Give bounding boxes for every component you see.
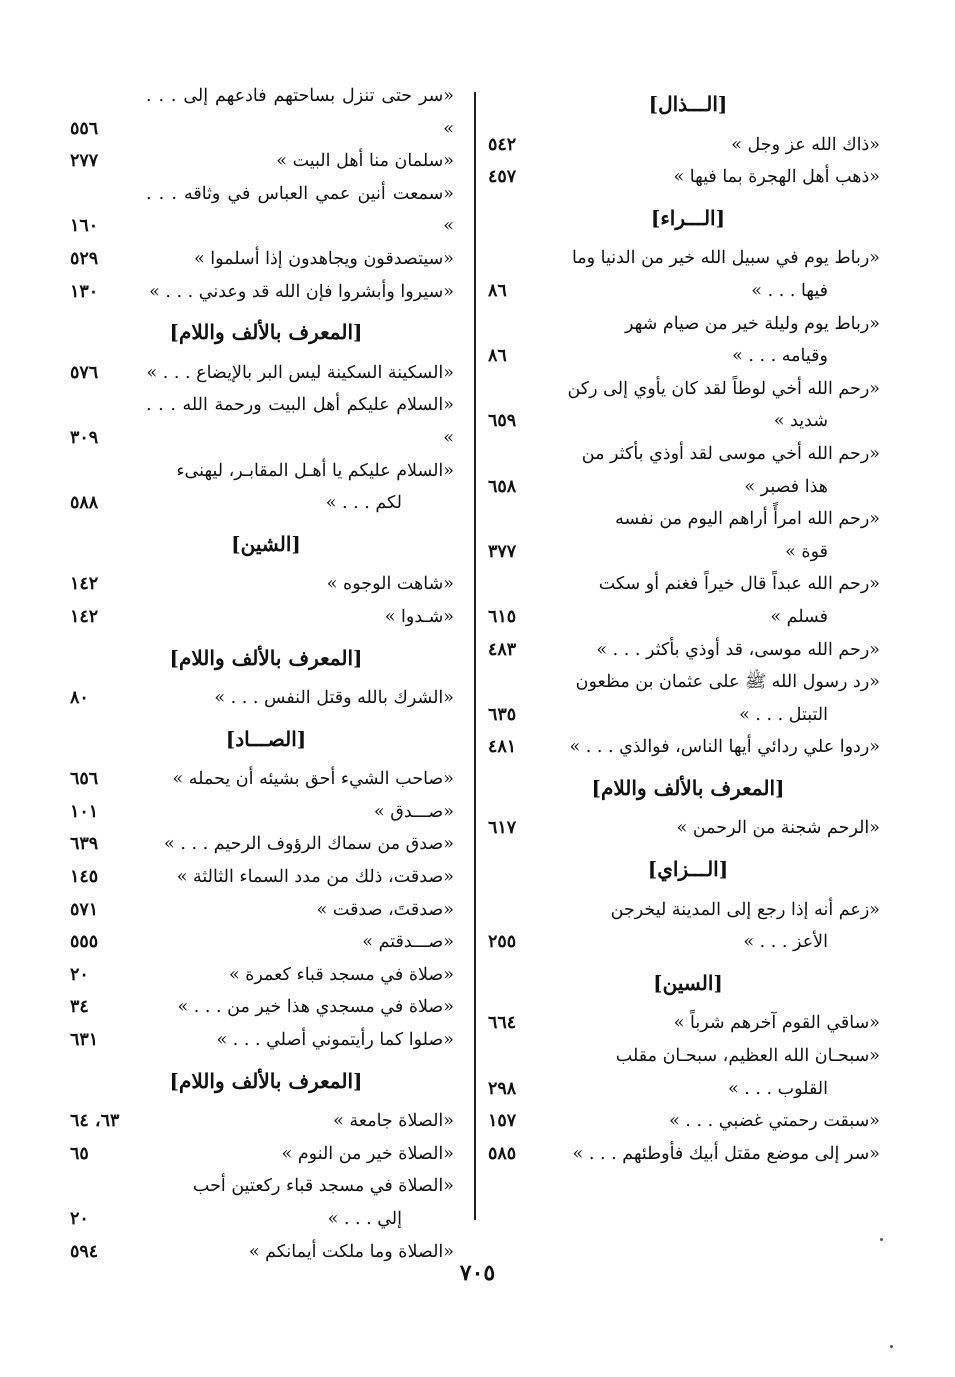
index-entry	[70, 178, 462, 243]
entry-line: «سر حتى تنزل بساحتهم فادعهم إلى . . . »	[146, 86, 454, 139]
entry-line: «الصلاة وما ملكت أيمانكم »	[248, 1241, 454, 1262]
entry-page-number: ٥٩٤	[70, 1241, 99, 1262]
index-entry	[70, 243, 462, 276]
entry-page-number: ٥٥٦	[70, 118, 99, 139]
entry-line: «سبحـان الله العظيم، سبحـان مقلب	[615, 1046, 880, 1067]
entry-page-number: ١٤٥	[70, 867, 99, 888]
entry-line: «الشرك بالله وقتل النفس . . . »	[214, 688, 454, 709]
entry-page-number: ٦٥	[70, 1143, 89, 1164]
index-entry	[488, 568, 888, 633]
entry-page-number: ٨٠	[70, 688, 89, 709]
entry-page-number: ٣٠٩	[70, 427, 99, 448]
index-entry	[488, 666, 888, 731]
index-entry	[70, 1024, 462, 1057]
entry-line: «الرحم شجنة من الرحمن »	[676, 818, 880, 839]
entry-continuation-line: الأعز . . . »	[743, 932, 828, 953]
index-entry	[70, 763, 462, 796]
entry-line: «صلاة في مسجدي هذا خير من . . . »	[177, 997, 454, 1018]
section-heading: [السين]	[653, 970, 723, 995]
entry-line: «سلمان منا أهل البيت »	[276, 151, 454, 172]
index-entry	[488, 503, 888, 568]
section-heading: [الـــراء]	[650, 205, 726, 230]
section-heading: [الـــزاي]	[647, 857, 729, 882]
print-speck	[890, 1345, 893, 1348]
entry-page-number: ٦٣، ٦٤	[70, 1111, 120, 1132]
entry-line: «رباط يوم في سبيل الله خير من الدنيا وما	[571, 248, 880, 269]
entry-page-number: ٥٥٥	[70, 932, 99, 953]
entry-line: «رحم الله امرأً أراهم اليوم من نفسه	[615, 509, 880, 530]
section-heading: [الـــذال]	[648, 92, 728, 116]
entry-continuation-line: شديد »	[773, 411, 828, 432]
entry-line: «رحم الله عبداً قال خيراً فغنم أو سكت	[598, 574, 880, 595]
entry-page-number: ٦٥٨	[488, 476, 517, 497]
index-entry	[488, 438, 888, 503]
entry-line: «سيروا وأبشروا فإن الله قد وعدني . . . »	[149, 281, 454, 302]
index-entry	[70, 894, 462, 927]
entry-page-number: ٤٨١	[488, 737, 517, 758]
entry-page-number: ١٣٠	[70, 281, 99, 302]
section-heading: [الصـــاد]	[225, 726, 307, 751]
index-entry	[70, 926, 462, 959]
entry-page-number: ٥٧١	[70, 899, 99, 920]
entry-continuation-line: وقيامه . . . »	[732, 346, 828, 367]
index-entry	[488, 1105, 888, 1138]
entry-line: «سمعت أنين عمي العباس في وثاقه . . . »	[146, 183, 454, 237]
index-entry	[488, 1138, 888, 1171]
entry-page-number: ١٦٠	[70, 216, 99, 237]
entry-page-number: ٢٩٨	[488, 1078, 517, 1099]
index-entry	[70, 991, 462, 1024]
index-entry	[488, 1007, 888, 1040]
index-entry	[488, 242, 888, 307]
entry-page-number: ٢٧٧	[70, 151, 99, 172]
index-entry	[488, 373, 888, 438]
index-entry	[70, 828, 462, 861]
print-speck	[880, 1238, 883, 1241]
index-entry	[70, 959, 462, 992]
entry-line: «صلاة في مسجد قباء كعمرة »	[228, 964, 454, 985]
section-heading: [المعرف بالألف واللام]	[169, 1068, 363, 1093]
index-entry	[70, 276, 462, 309]
entry-continuation-line: فسلم »	[770, 606, 828, 627]
entry-continuation-line: قوة »	[785, 541, 828, 562]
entry-page-number: ٦٥٩	[488, 411, 517, 432]
index-entry	[70, 1170, 462, 1235]
entry-line: «السكينة السكينة ليس البر بالإيضاع . . . »	[146, 362, 454, 383]
entry-line: «ساقي القوم آخرهم شرباً »	[673, 1013, 880, 1034]
entry-line: «رحم الله موسى، قد أوذي بأكثر . . . »	[596, 639, 880, 660]
entry-line: «الصلاة خير من النوم »	[281, 1143, 454, 1164]
entry-page-number: ١٥٧	[488, 1111, 517, 1132]
entry-line: «صـــدق »	[374, 801, 454, 822]
index-entry	[488, 308, 888, 373]
entry-continuation-line: إلي . . . »	[327, 1209, 402, 1229]
section-heading: [الشين]	[231, 531, 301, 556]
index-entry	[488, 812, 888, 845]
entry-line: «صاحب الشيء أحق بشيئه أن يحمله »	[172, 769, 454, 790]
entry-page-number: ٤٨٣	[488, 639, 517, 660]
index-entry	[70, 1105, 462, 1138]
entry-line: «رد رسول الله ﷺ على عثمان بن مظعون	[575, 672, 880, 693]
page-number: ٧٠٥	[459, 1260, 496, 1286]
entry-line: «السلام عليكم أهل البيت ورحمة الله . . . »	[146, 395, 454, 448]
entry-line: «الصلاة في مسجد قباء ركعتين أحب	[192, 1176, 454, 1197]
entry-line: «صدقتَ، صدقت »	[316, 899, 454, 920]
entry-line: «رباط يوم وليلة خير من صيام شهر	[624, 313, 880, 334]
entry-line: «صلوا كما رأيتموني أصلي . . . »	[216, 1030, 454, 1051]
entry-page-number: ٦٥٦	[70, 769, 99, 790]
index-entry	[488, 634, 888, 667]
entry-page-number: ٤٥٧	[488, 167, 517, 188]
section-heading: [المعرف بالألف واللام]	[591, 775, 785, 800]
entry-line: «رحم الله أخي لوطاً لقد كان يأوي إلى ركن	[567, 378, 880, 399]
entry-page-number: ١٤٢	[70, 574, 99, 595]
entry-line: «صدقت، ذلك من مدد السماء الثالثة »	[176, 867, 454, 888]
entry-page-number: ٥٨٨	[70, 493, 99, 514]
entry-page-number: ٦١٧	[488, 818, 517, 839]
entry-page-number: ٦١٥	[488, 606, 517, 627]
entry-page-number: ٥٤٢	[488, 134, 517, 155]
entry-line: «شاهت الوجوه »	[326, 574, 454, 595]
entry-continuation-line: لكم . . . »	[325, 493, 402, 514]
entry-page-number: ٣٧٧	[488, 541, 517, 562]
index-entry	[488, 1040, 888, 1105]
index-entry	[70, 357, 462, 390]
section-heading: [المعرف بالألف واللام]	[169, 320, 363, 345]
entry-line: «ذاك الله عز وجل »	[731, 134, 880, 155]
column-divider	[474, 92, 476, 1220]
index-entry	[70, 601, 462, 634]
entry-page-number: ٥٨٥	[488, 1143, 517, 1164]
index-entry	[70, 455, 462, 520]
entry-continuation-line: فيها . . . »	[751, 280, 828, 301]
entry-page-number: ٢٠	[70, 1209, 89, 1229]
index-entry	[70, 80, 462, 145]
index-entry	[488, 894, 888, 959]
entry-line: «زعم أنه إذا رجع إلى المدينة ليخرجن	[610, 899, 880, 920]
entry-continuation-line: القلوب . . . »	[727, 1078, 828, 1099]
entry-line: «سيتصدقون ويجاهدون إذا أسلموا »	[193, 248, 454, 269]
entry-page-number: ٥٢٩	[70, 248, 99, 269]
index-column-right	[488, 80, 888, 1170]
index-column-left	[70, 80, 462, 1268]
entry-page-number: ٦٣٩	[70, 834, 99, 855]
entry-page-number: ٨٦	[488, 280, 507, 301]
entry-line: «السلام عليكم يا أهـل المقابـر، ليهنىء	[176, 460, 454, 481]
entry-line: «ذهب أهل الهجرة بما فيها »	[673, 167, 880, 188]
entry-page-number: ٢٥٥	[488, 932, 517, 953]
index-entry	[488, 161, 888, 194]
entry-page-number: ٨٦	[488, 346, 507, 367]
index-entry	[70, 796, 462, 829]
index-entry	[70, 145, 462, 178]
index-entry	[488, 731, 888, 764]
entry-line: «الصلاة جامعة »	[333, 1111, 454, 1132]
entry-line: «ردوا علي ردائي أيها الناس، فوالذي . . . »	[569, 737, 880, 758]
entry-line: «شـدوا »	[384, 606, 454, 627]
entry-continuation-line: هذا فصبر »	[744, 476, 828, 497]
index-entry	[488, 129, 888, 162]
entry-page-number: ٦٦٤	[488, 1013, 517, 1034]
section-heading: [المعرف بالألف واللام]	[169, 645, 363, 670]
index-entry	[70, 1138, 462, 1171]
index-entry	[70, 568, 462, 601]
entry-line: «صـــدقتم »	[362, 932, 454, 953]
entry-line: «سر إلى موضع مقتل أبيك فأوطئهم . . . »	[572, 1143, 880, 1164]
entry-page-number: ١٠١	[70, 801, 99, 822]
entry-page-number: ٣٤	[70, 997, 89, 1018]
entry-continuation-line: التبتل . . . »	[739, 704, 828, 725]
entry-line: «رحم الله أخي موسى لقد أوذي بأكثر من	[581, 443, 880, 464]
index-entry	[70, 682, 462, 715]
entry-page-number: ٢٠	[70, 964, 89, 985]
index-entry	[70, 861, 462, 894]
entry-page-number: ١٤٢	[70, 606, 99, 627]
entry-page-number: ٦٣٥	[488, 704, 517, 725]
entry-page-number: ٦٣١	[70, 1030, 99, 1051]
index-entry	[70, 389, 462, 454]
entry-line: «صدق من سماك الرؤوف الرحيم . . . »	[164, 834, 454, 855]
entry-line: «سبقت رحمتي غضبي . . . »	[669, 1111, 880, 1132]
entry-page-number: ٥٧٦	[70, 362, 99, 383]
